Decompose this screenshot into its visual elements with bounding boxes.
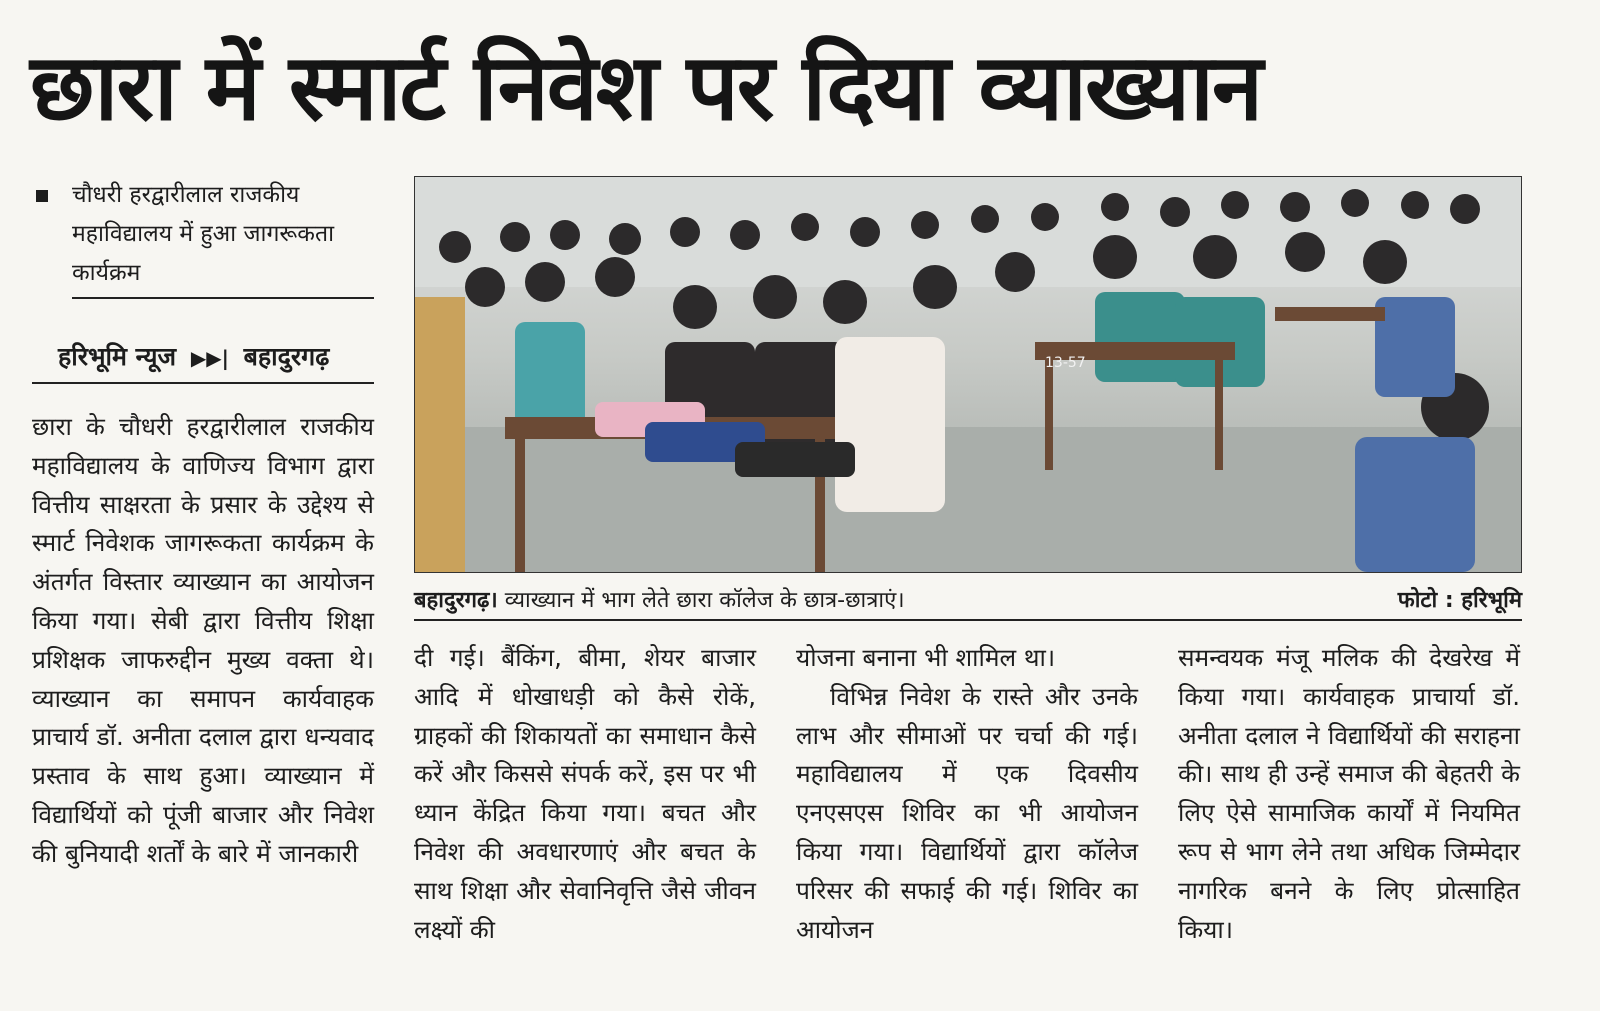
adjacent-article-edge: [1553, 176, 1600, 976]
article-column-3: [796, 639, 1138, 949]
square-bullet-icon: [36, 190, 48, 202]
byline-place: बहादुरगढ़: [243, 342, 330, 371]
column-3-paragraph-1: योजना बनाना भी शामिल था।: [796, 643, 1056, 672]
article-headline: छारा में स्मार्ट निवेश पर दिया व्याख्यान: [30, 34, 1262, 141]
photo-caption: [414, 583, 1522, 621]
article-column-2: [414, 639, 756, 949]
byline: [58, 336, 329, 378]
column-3-paragraph-2: विभिन्न निवेश के रास्ते और उनके लाभ और सीमाओं पर चर्चा की गई। महाविद्यालय में एक दिवसीय एनएसएस शिविर का भी आयोजन किया गया। विद्यार्थियों द्वारा कॉलेज परिसर की सफाई की गई। शिविर का आयोजन: [796, 681, 1138, 944]
classroom-photo: [415, 177, 1521, 572]
article-photo: [414, 176, 1522, 573]
column-2-text: दी गई। बैंकिंग, बीमा, शेयर बाजार आदि में धोखाधड़ी को कैसे रोकें, ग्राहकों की शिकायतों का समाधान कैसे करें और किससे संपर्क करें, इस पर भी ध्यान केंद्रित किया गया। बचत और निवेश की अवधारणाएं और बचत के साथ शिक्षा और सेवानिवृत्ति जैसे जीवन लक्ष्यों की: [414, 643, 756, 944]
column-4-text: समन्वयक मंजू मलिक की देखरेख में किया गया। कार्यवाहक प्राचार्या डॉ. अनीता दलाल ने विद्यार्थियों की सराहना की। साथ ही उन्हें समाज की बेहतरी के लिए ऐसे सामाजिक कार्यों में नियमित रूप से भाग लेने तथा अधिक जिम्मेदार नागरिक बनने के लिए प्रोत्साहित किया।: [1178, 643, 1520, 944]
photo-credit: फोटो : हरिभूमि: [1397, 588, 1522, 613]
byline-source: हरिभूमि न्यूज: [58, 342, 177, 371]
byline-divider: [32, 382, 374, 384]
kicker-divider: [72, 297, 374, 299]
caption-place: बहादुरगढ़।: [414, 588, 498, 613]
article-column-4: [1178, 639, 1520, 949]
fast-forward-icon: ▶▶|: [190, 346, 229, 370]
column-1-text: छारा के चौधरी हरद्वारीलाल राजकीय महाविद्यालय के वाणिज्य विभाग द्वारा वित्तीय साक्षरता के प्रसार के उद्देश्य से स्मार्ट निवेशक जागरूकता कार्यक्रम के अंतर्गत विस्तार व्याख्यान का आयोजन किया गया। सेबी द्वारा वित्तीय शिक्षा प्रशिक्षक जाफरुद्दीन मुख्य वक्ता थे। व्याख्यान का समापन कार्यवाहक प्राचार्य डॉ. अनीता दलाल द्वारा धन्यवाद प्रस्ताव के साथ हुआ। व्याख्यान में विद्यार्थियों को पूंजी बाजार और निवेश की बुनियादी शर्तों के बारे में जानकारी: [32, 412, 374, 868]
article-column-1: [32, 408, 374, 874]
kicker-text: चौधरी हरद्वारीलाल राजकीय महाविद्यालय में हुआ जागरूकता कार्यक्रम: [72, 182, 335, 286]
caption-text: व्याख्यान में भाग लेते छारा कॉलेज के छात्र-छात्राएं।: [504, 588, 905, 613]
desk-number-label: 13-57: [1045, 355, 1086, 371]
